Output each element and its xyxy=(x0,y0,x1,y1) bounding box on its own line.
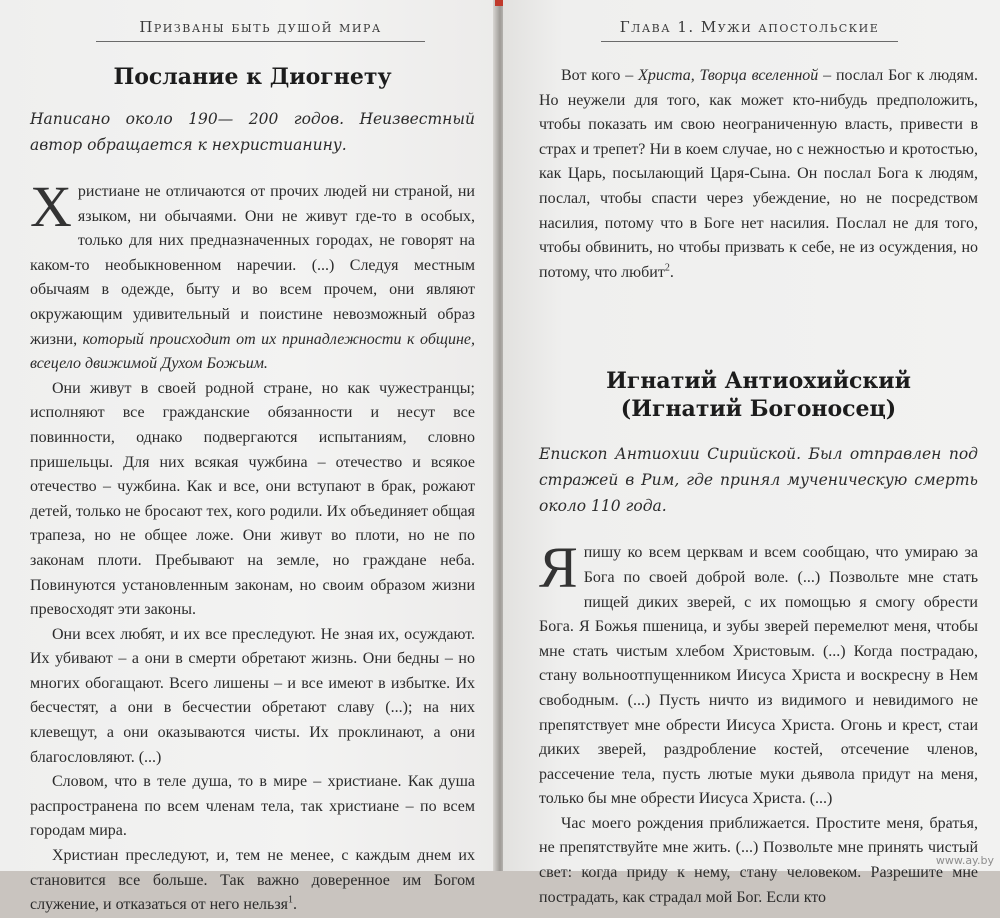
paragraph-2: Они живут в своей родной стране, но как чужестранцы; исполняют все гражданские обязанности и несут все повинности, однако подвергаются испытаниям, словно пришельцы. Для них всякая чужбина – отечество и всякое отечество – чужбина. Как и все, они вступают в брак, рожают детей, только не бросают тех, кого родили. Их объединяет общая трапеза, но не общее ложе. Они живут во плоти, но не по законам плоти. Пребывают на земле, но граждане неба. Повинуются установленным законам, но своим образом жизни превосходят эти законы. xyxy=(30,379,475,619)
title-ignatius-line1: Игнатий Антиохийский xyxy=(606,368,911,395)
paragraph-right-1-end: . xyxy=(669,263,674,281)
right-page xyxy=(503,0,1000,906)
footnote-ref-1: 1 xyxy=(288,894,294,906)
drop-cap-ya: Я xyxy=(539,535,578,601)
paragraph-right-1 xyxy=(539,64,978,285)
running-head-left: Призваны быть душой мира xyxy=(96,14,425,42)
paragraph-right-1-a: Вот кого – xyxy=(561,67,639,84)
section-title-diognetus: Послание к Диогнету xyxy=(113,64,392,90)
section-title-ignatius xyxy=(539,367,978,423)
paragraph-5-text: Христиан преследуют, и, тем не менее, с каждым днем их становится все больше. Так важно доверенное им Богом служение, и отказаться от него нельзя xyxy=(30,847,475,914)
paragraph-3: Они всех любят, и их все преследуют. Не зная их, осуждают. Их убивают – а они в смерти обретают жизнь. Они бедны – но многих обогащают. Всего лишены – и все имеют в избытке. Их бесчестят, а они в бесчестии обретают славу (...); на них клевещут, а они оказываются чисты. Их проклинают, а они благословляют. (...) xyxy=(30,625,475,766)
paragraph-4: Словом, что в теле душа, то в мире – христиане. Как душа распространена по всем членам тела, так христиане – по всем городам мира. xyxy=(30,773,475,840)
watermark: www.ay.by xyxy=(935,854,994,867)
title-ignatius-line2: (Игнатий Богоносец) xyxy=(620,396,897,423)
paragraph-right-1-b: – послал Бог к людям. Но неужели для того, как может кто-нибудь предположить, чтобы показать им свою неограниченную власть, привести в страх и трепет? Ни в коем случае, но с нежностью и кротостью, как Царь, посылающий Царя-Сына. Он послал Бога к людям, послал, чтобы спасти через убеждение, но не посредством насилия, потому что в Боге нет насилия. Послал не для того, чтобы обвинить, но чтобы призвать к себе, не из осуждения, но потому, что любит xyxy=(539,67,979,281)
running-head-right: Глава 1. Мужи апостольские xyxy=(601,14,898,42)
paragraph-5 xyxy=(30,844,475,918)
paragraph-5-end: . xyxy=(293,896,298,914)
paragraph-right-3: Час моего рождения приближается. Простите меня, братья, не препятствуйте мне жить. (...) Позвольте мне принять чистый свет: когда приду к нему, стану человеком. Разрешите мне пострадать, как страдал мой Бог. Если кто xyxy=(539,814,978,906)
intro-diognetus: Написано около 190— 200 годов. Неизвестный автор обращается к нехристианину. xyxy=(30,110,475,154)
footnote-ref-2: 2 xyxy=(664,262,670,274)
drop-cap: Х xyxy=(30,174,72,239)
intro-ignatius: Епископ Антиохии Сирийской. Был отправлен под стражей в Рим, где принял мученическую смерть около 110 года. xyxy=(539,445,978,516)
paragraph-1 xyxy=(30,174,476,377)
paragraph-right-2 xyxy=(539,535,978,812)
paragraph-1-text: ристиане не отличаются от прочих людей ни страной, ни языком, ни обычаями. Они не живут где-то в особых, только для них предназначенных городах, не говорят на каком-то необыкновенном наречии. (...) Следуя местным обычаям в одежде, быту и во всем прочем, они являют окружающим удивительный и поистине невозможный образ жизни, xyxy=(30,183,475,348)
paragraph-right-2-text: пишу ко всем церквам и всем сообщаю, что умираю за Бога по своей доброй воле. (...) Позвольте мне стать пищей диких зверей, с их помощью я смогу обрести Бога. Я Божья пшеница, и зубы зверей перемелют меня, чтобы мне стать чистым хлебом Христовым. (...) Когда пострадаю, стану вольноотпущенником Иисуса Христа и воскресну в Нем свободным. (...) Пусть ничто из видимого и невидимого не препятствует мне обрести Иисуса Христа. Огонь и крест, стаи диких зверей, раздробление костей, отсечение членов, рассечение тела, пусть лютые муки дьявола придут на меня, только бы мне обрести Иисуса Христа. (...) xyxy=(539,544,978,808)
left-page xyxy=(0,0,497,914)
paragraph-right-1-italic: Христа, Творца вселенной xyxy=(638,67,819,84)
paragraph-1-italic: который происходит от их принадлежности к общине, всецело движимой Духом Божьим. xyxy=(30,330,476,373)
